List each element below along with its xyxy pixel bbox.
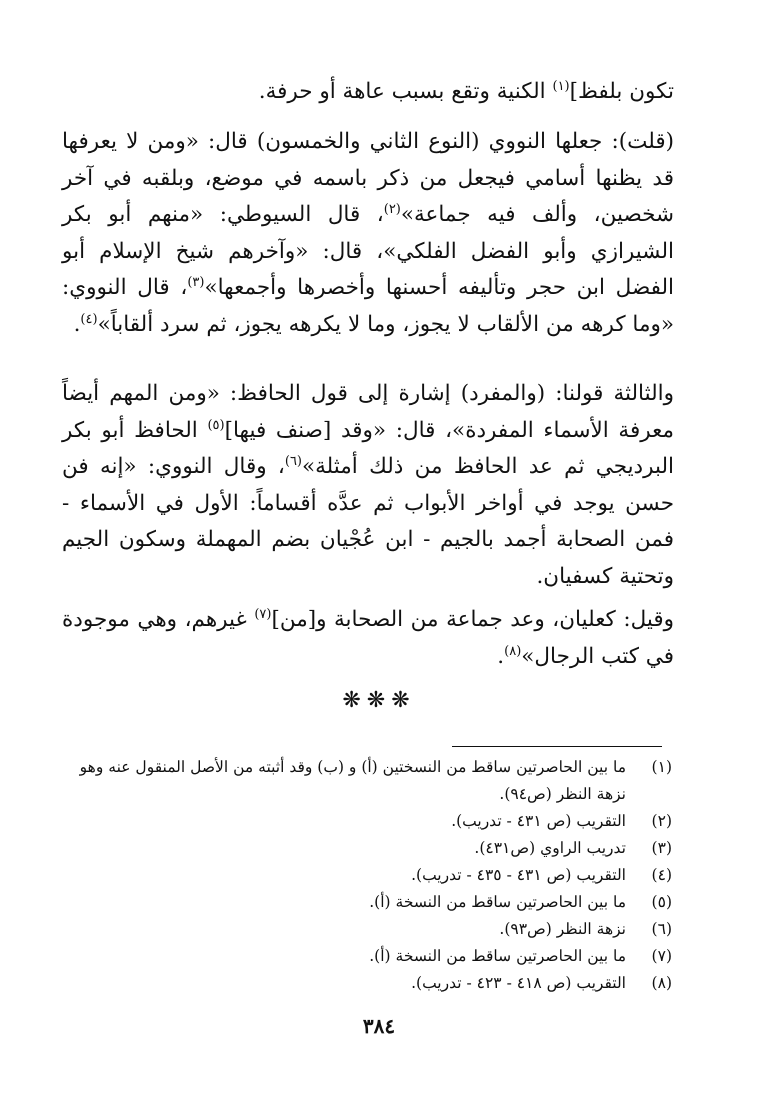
paragraph-text: الكنية وتقع بسبب عاهة أو حرفة. [258,79,553,104]
footnote-item [52,754,672,808]
footnote-text: التقريب (ص ٤٣١ - تدريب). [451,812,626,830]
footnote-number: (٤) [651,866,672,884]
paragraph-2 [62,124,674,343]
footnote-text: تدريب الراوي (ص٤٣١). [474,839,626,857]
footnotes-list [52,754,672,997]
paragraph-text: ، وقال النووي: «إنه فن حسن يوجد في أواخر الأبواب ثم عدَّه أقساماً: الأول في الأسماء - فمن الصحابة أجمد بالجيم - ابن عُجْيان بضم المهملة وسكون الجيم وتحتية كسفيان. [62,454,674,589]
footnote-item [52,943,672,970]
paragraph-text: تكون بلفظ] [569,79,674,104]
footnote-ref-7: (٧) [254,606,272,622]
footnote-item [52,835,672,862]
footnote-text: ما بين الحاصرتين ساقط من النسخة (أ). [369,947,626,965]
footnote-item [52,862,672,889]
footnote-item [52,808,672,835]
paragraph-text: والثالثة قولنا: (والمفرد) إشارة إلى قول الحافظ: «ومن المهم أيضاً معرفة الأسماء المفردة»، قال: «وقد [صنف فيها] [62,381,674,443]
footnote-number: (١) [651,758,672,776]
paragraph-text: غيرهم، وهي موجودة في كتب الرجال» [62,607,674,669]
footnote-number: (٨) [651,974,672,992]
paragraph-text: . [73,311,81,337]
footnote-number: (٢) [651,812,672,830]
paragraph-3 [62,376,674,595]
footnote-item [52,916,672,943]
footnote-divider [452,746,662,747]
footnote-ref-6: (٦) [284,453,302,469]
footnote-ref-4: (٤) [80,311,98,327]
paragraph-text: . [497,643,505,669]
paragraph-text: (قلت): جعلها النووي (النوع الثاني والخمسون) قال: «ومن لا يعرفها قد يظنها أسامي فيجعل من ذكر باسمه في موضع، وبلقبه في آخر شخصين، وألف فيه جماعة» [62,129,675,227]
footnote-number: (٦) [651,920,672,938]
footnote-text: نزهة النظر (ص٩٣). [499,920,626,938]
footnote-text: التقريب (ص ٤٣١ - ٤٣٥ - تدريب). [411,866,626,884]
footnote-item [52,889,672,916]
paragraph-1 [62,74,674,111]
footnote-ref-1: (١) [552,78,570,94]
page-number: ٣٨٤ [362,1014,396,1038]
footnote-ref-3: (٣) [187,274,205,290]
paragraph-text: ، قال السيوطي: «منهم أبو بكر الشيرازي وأبو الفضل الفلكي»، قال: «وآخرهم شيخ الإسلام أبو الفضل ابن حجر وتأليفه أحسنها وأخصرها وأجمعها» [62,202,675,300]
paragraph-text: الحافظ أبو بكر البرديجي ثم عد الحافظ من ذلك أمثلة» [62,417,675,479]
footnote-number: (٣) [651,839,672,857]
footnote-number: (٧) [651,947,672,965]
footnote-text: ما بين الحاصرتين ساقط من النسختين (أ) و (ب) وقد أثبته من الأصل المنقول عنه وهو نزهة النظر (ص٩٤). [79,758,626,803]
paragraph-text: وقيل: كعليان، وعد جماعة من الصحابة و[من] [271,607,675,632]
footnote-text: ما بين الحاصرتين ساقط من النسخة (أ). [369,893,626,911]
paragraph-text: ، قال النووي: «وما كرهه من الألقاب لا يجوز، وما لا يكرهه يجوز، ثم سرد ألقاباً» [62,275,674,337]
footnote-ref-8: (٨) [504,643,522,659]
footnote-text: التقريب (ص ٤١٨ - ٤٢٣ - تدريب). [411,974,626,992]
footnote-item [52,970,672,997]
section-separator-icon: ❋❋❋ [342,688,416,713]
footnote-ref-2: (٢) [383,201,401,217]
footnote-number: (٥) [651,893,672,911]
paragraph-4 [62,602,674,675]
footnote-ref-5: (٥) [207,417,225,433]
